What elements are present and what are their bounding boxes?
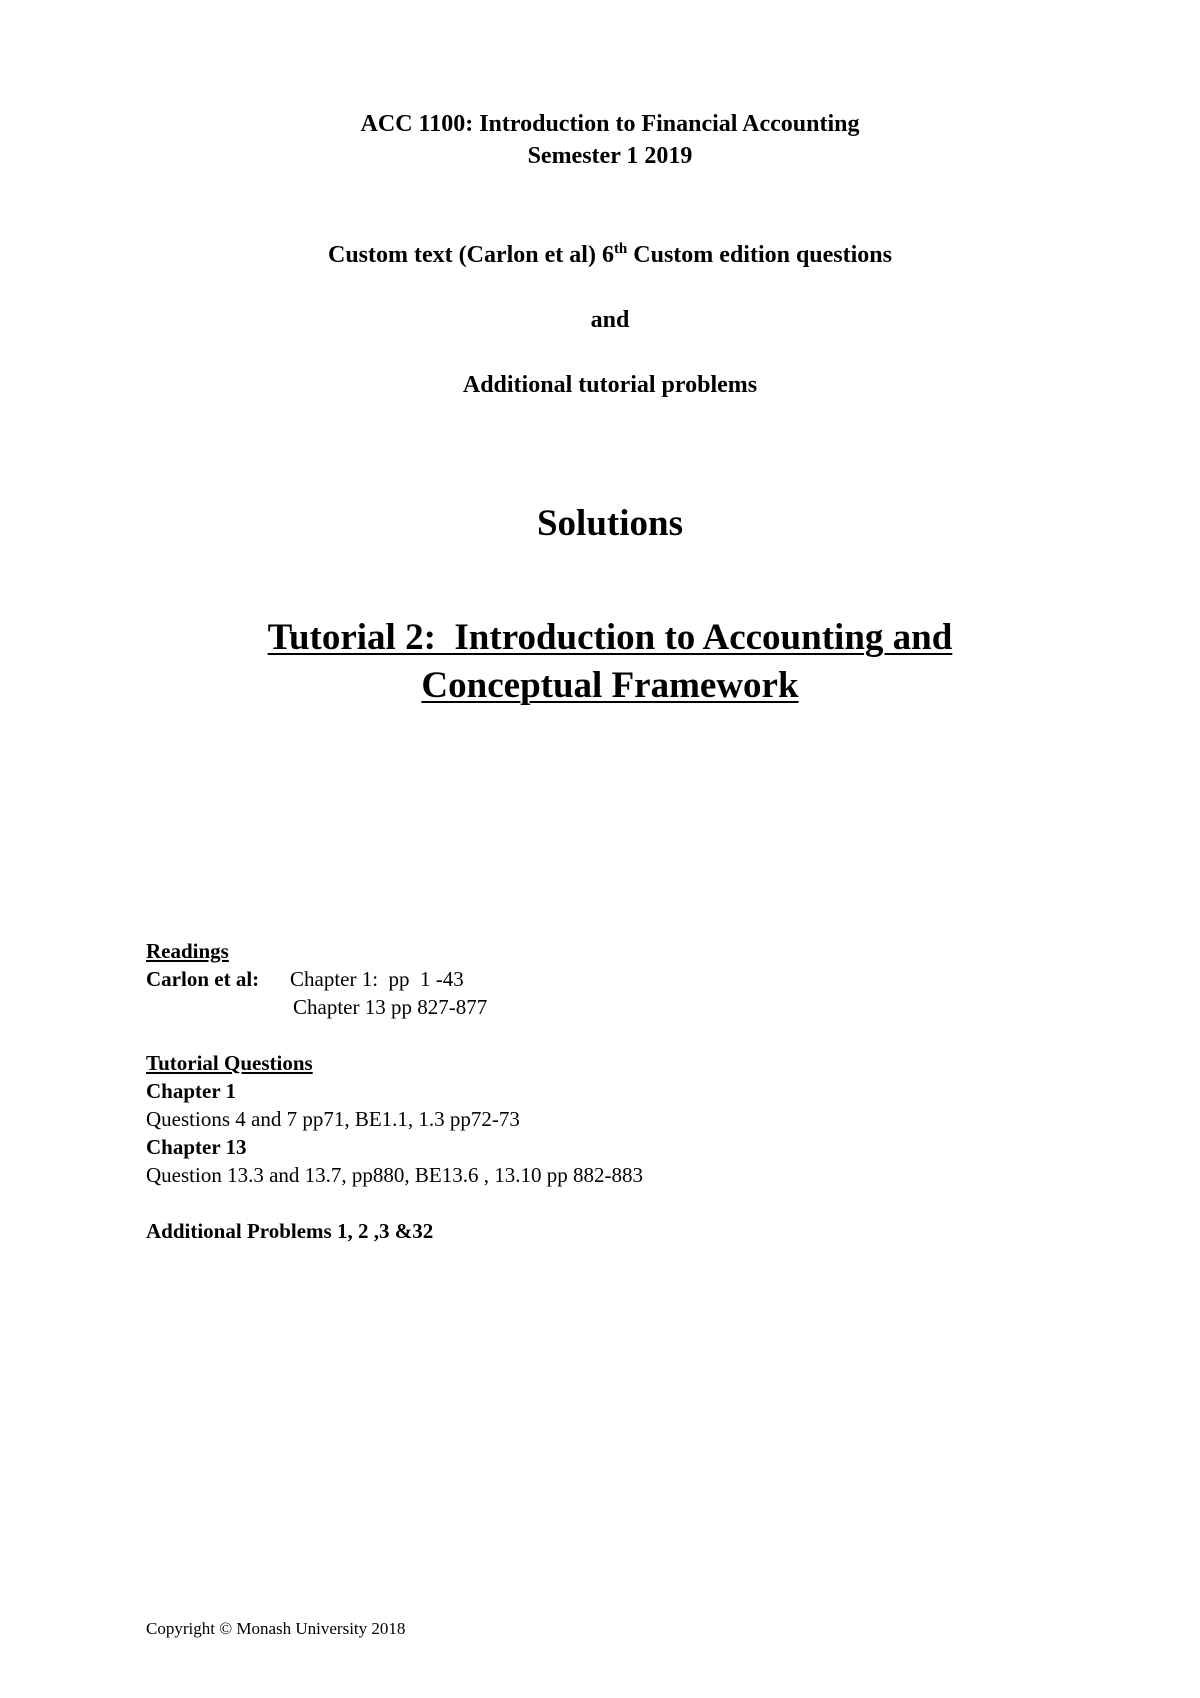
tutorial-title-line2: Conceptual Framework — [421, 665, 799, 706]
solutions-heading: Solutions — [536, 503, 683, 544]
readings-chapter13: Chapter 13 pp 827-877 — [293, 995, 488, 1019]
tutorial-title — [0, 614, 1200, 710]
semester: Semester 1 2019 — [527, 143, 693, 169]
additional-problems-line: Additional Problems 1, 2 ,3 &32 — [146, 1219, 434, 1243]
readings-label: Carlon et al: — [146, 967, 260, 991]
custom-text-superscript: th — [613, 241, 628, 257]
chapter13-heading: Chapter 13 — [146, 1135, 247, 1159]
chapter1-heading: Chapter 1 — [146, 1079, 237, 1103]
custom-text-after: Custom edition questions — [627, 242, 892, 268]
course-title: ACC 1100: Introduction to Financial Accounting — [360, 111, 860, 137]
additional-problems-subtitle: Additional tutorial problems — [462, 372, 758, 398]
readings-chapter1: Chapter 1: pp 1 -43 — [290, 967, 464, 991]
tutorial-title-line1: Tutorial 2: Introduction to Accounting and — [267, 617, 953, 658]
custom-text-line — [0, 239, 1200, 271]
tutorial-questions-heading: Tutorial Questions — [146, 1051, 313, 1075]
and-text: and — [590, 307, 630, 333]
chapter1-questions: Questions 4 and 7 pp71, BE1.1, 1.3 pp72-73 — [146, 1107, 520, 1131]
copyright-footer: Copyright © Monash University 2018 — [146, 1619, 406, 1638]
readings-row — [146, 965, 464, 993]
chapter13-questions: Question 13.3 and 13.7, pp880, BE13.6 , 13.10 pp 882-883 — [146, 1163, 643, 1187]
custom-text-before: Custom text (Carlon et al) 6 — [328, 242, 614, 268]
readings-heading: Readings — [146, 939, 229, 963]
